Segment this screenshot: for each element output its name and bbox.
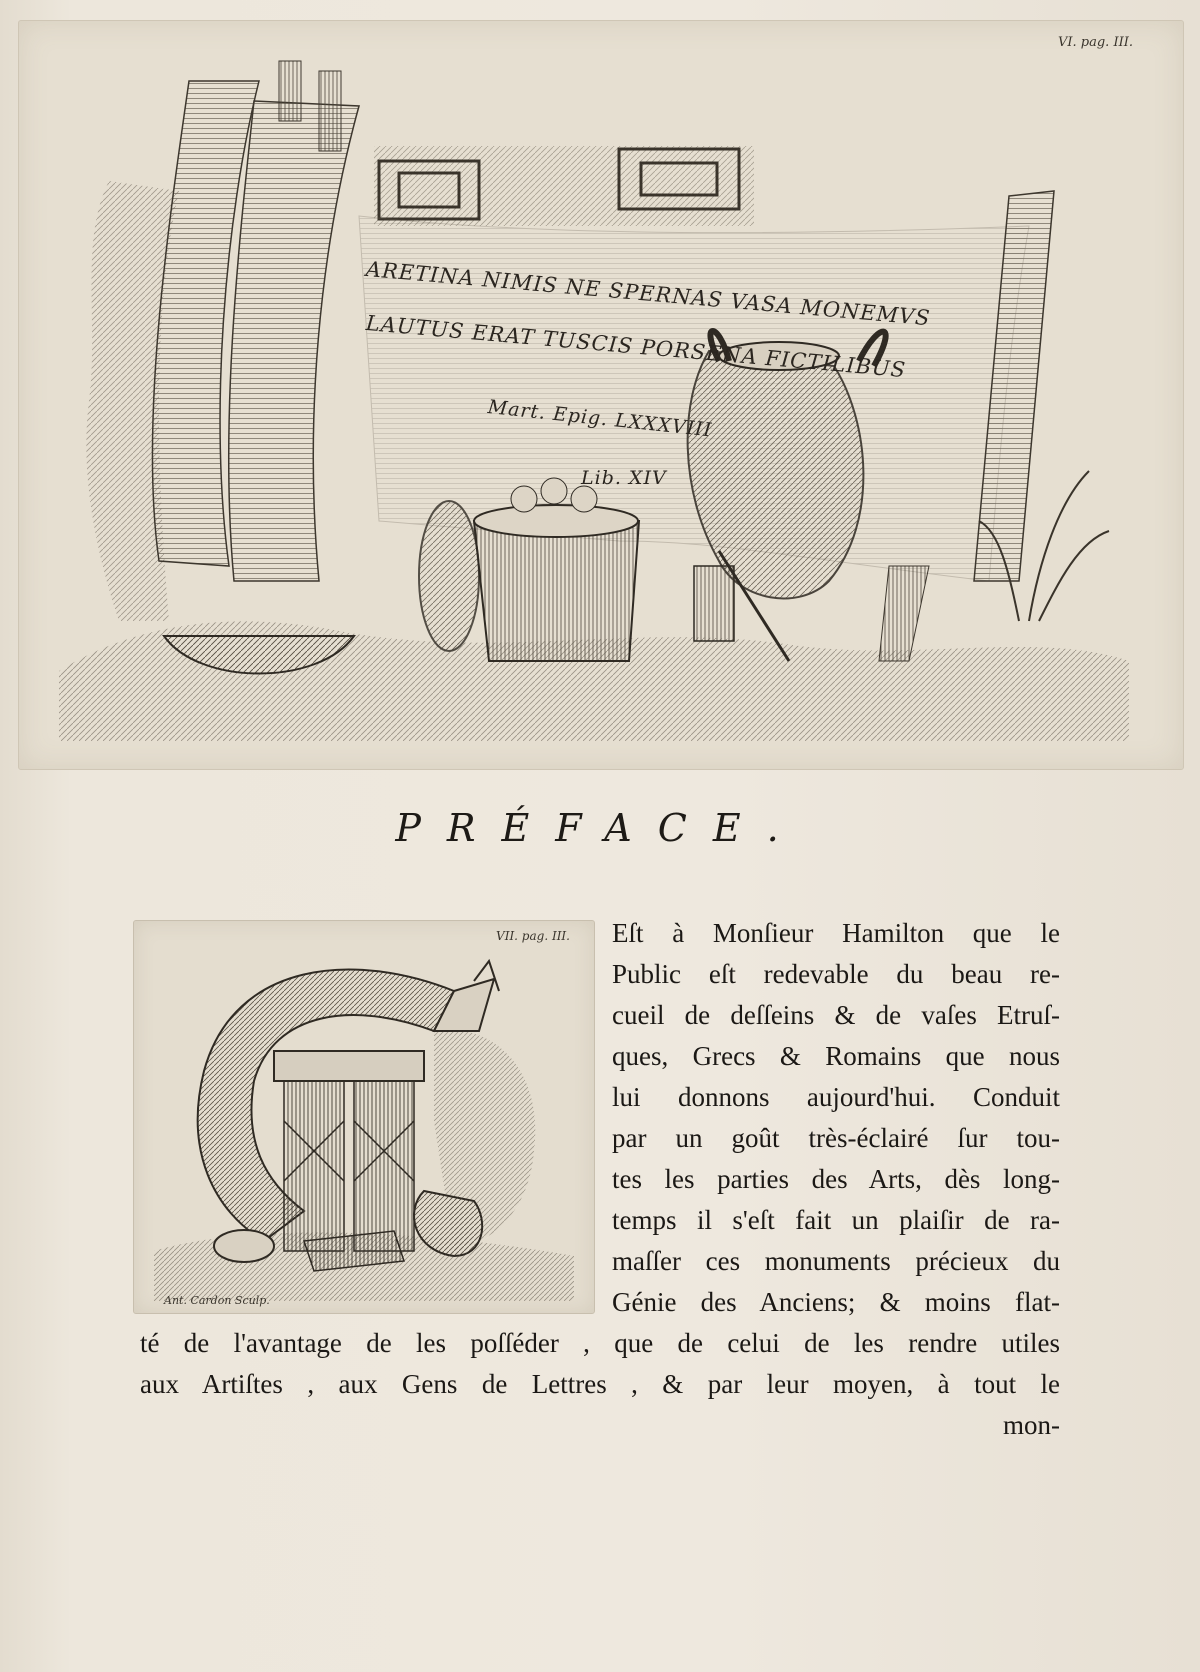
text-line: par un goût très-éclairé ſur tou- (612, 1123, 1060, 1153)
text-line: aux Artiſtes , aux Gens de Lettres , & par leur moyen, à tout le (140, 1369, 1060, 1399)
paragraph-column (612, 913, 1060, 1323)
paragraph-full-width (140, 1323, 1060, 1446)
page-heading: PRÉFACE. (395, 806, 805, 850)
text-line: Public eſt redevable du beau re- (612, 959, 1060, 989)
engraver-signature: Ant. Cardon Sculp. (164, 1294, 270, 1307)
text-line: Eſt à Monſieur Hamilton que le (612, 918, 1060, 948)
catchword: mon- (1003, 1410, 1060, 1440)
plate-reference-inset: VII. pag. III. (496, 929, 570, 943)
text-line: Génie des Anciens; & moins flat- (612, 1287, 1060, 1317)
scroll-inscription-line-1: ARETINA NIMIS NE SPERNAS VASA MONEMVS (364, 257, 932, 331)
top-engraving (18, 20, 1184, 770)
text-line: lui donnons aujourd'hui. Conduit (612, 1082, 1060, 1112)
plate-reference-top: VI. pag. III. (1058, 35, 1133, 50)
scroll-inscription-line-4: Lib. XIV (581, 467, 667, 489)
text-line: maſſer ces monuments précieux du (612, 1246, 1060, 1276)
text-line: temps il s'eſt fait un plaiſir de ra- (612, 1205, 1060, 1235)
scroll-inscription-line-2: LAUTUS ERAT TUSCIS PORSENA FICTILIBUS (364, 311, 907, 383)
engraving-illustration-arch-altar (134, 921, 594, 1313)
text-line: ques, Grecs & Romains que nous (612, 1041, 1060, 1071)
text-line: té de l'avantage de les poſſéder , que de celui de les rendre utiles (140, 1328, 1060, 1358)
text-line: tes les parties des Arts, dès long- (612, 1164, 1060, 1194)
text-line: cueil de deſſeins & de vaſes Etruſ- (612, 1000, 1060, 1030)
scroll-inscription-line-3: Mart. Epig. LXXXVIII (486, 396, 714, 442)
engraving-illustration-scrolls-vases (19, 21, 1183, 769)
inset-engraving-initial-c (133, 920, 595, 1314)
